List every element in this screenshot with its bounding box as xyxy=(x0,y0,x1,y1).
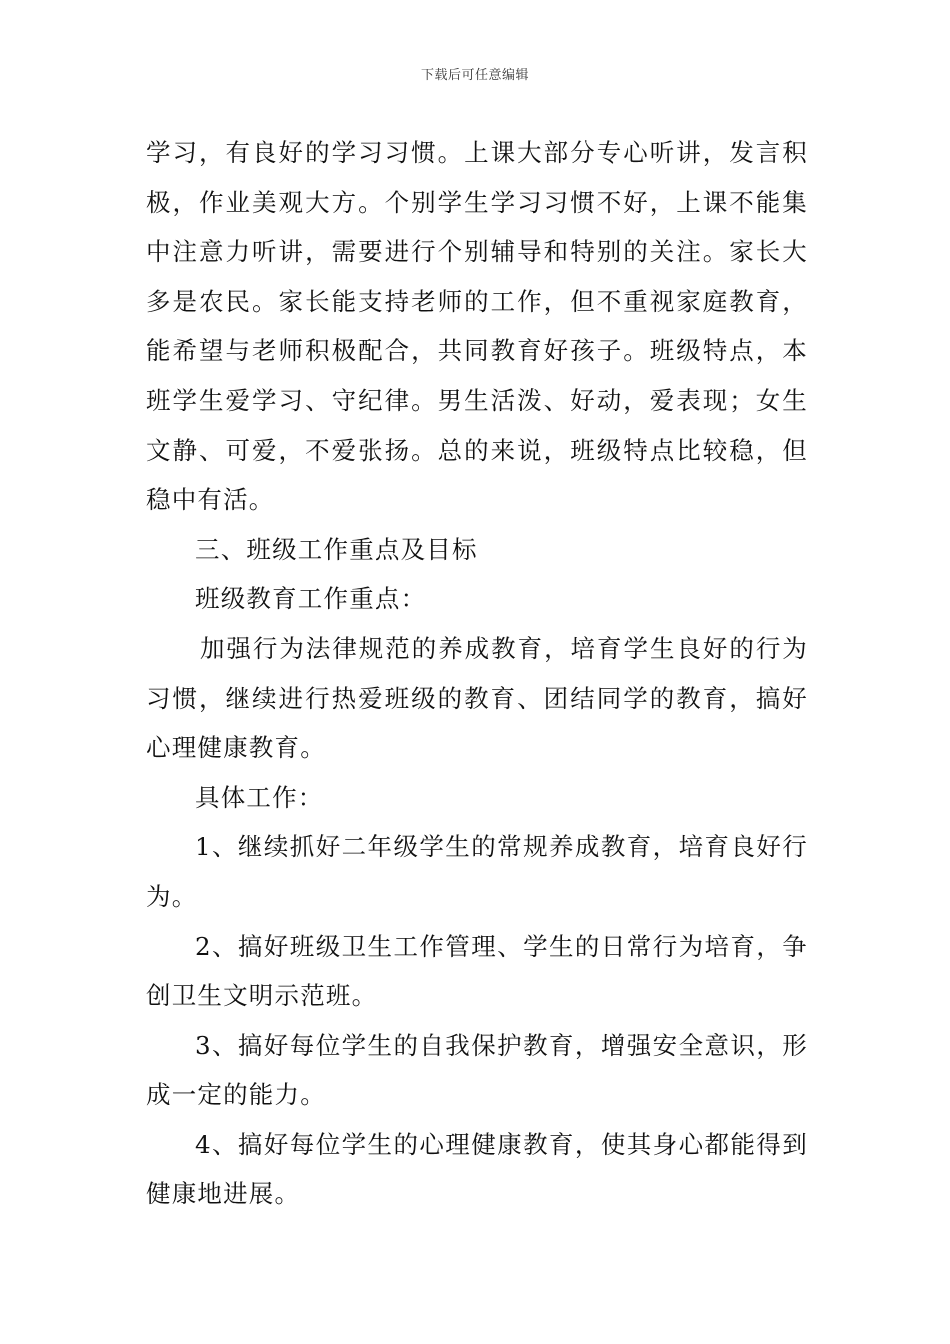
page-header: 下载后可任意编辑 xyxy=(420,68,529,83)
list-item-4: 4、搞好每位学生的心理健康教育，使其身心都能得到健康地进展。 xyxy=(146,1129,808,1209)
paragraph-education-focus: 加强行为法律规范的养成教育，培育学生良好的行为习惯，继续进行热爱班级的教育、团结同学的教育，搞好心理健康教育。 xyxy=(146,633,808,763)
paragraph-class-description: 学习，有良好的学习习惯。上课大部分专心听讲，发言积极，作业美观大方。个别学生学习习惯不好，上课不能集中注意力听讲，需要进行个别辅导和特别的关注。家长大多是农民。家长能支持老师的工作，但不重视家庭教育，能希望与老师积极配合，共同教育好孩子。班级特点，本班学生爱学习、守纪律。男生活泼、好动，爱表现；女生文静、可爱，不爱张扬。总的来说，班级特点比较稳，但稳中有活。 xyxy=(146,138,808,515)
document-body xyxy=(146,128,808,1219)
subheading-specific-work: 具体工作： xyxy=(195,782,324,812)
section-heading-focus-goals: 三、班级工作重点及目标 xyxy=(195,534,478,564)
list-item-1: 1、继续抓好二年级学生的常规养成教育，培育良好行为。 xyxy=(146,832,808,911)
list-item-2: 2、搞好班级卫生工作管理、学生的日常行为培育，争创卫生文明示范班。 xyxy=(146,931,808,1011)
subheading-education-focus: 班级教育工作重点： xyxy=(195,584,427,614)
list-item-3: 3、搞好每位学生的自我保护教育，增强安全意识，形成一定的能力。 xyxy=(146,1030,808,1110)
